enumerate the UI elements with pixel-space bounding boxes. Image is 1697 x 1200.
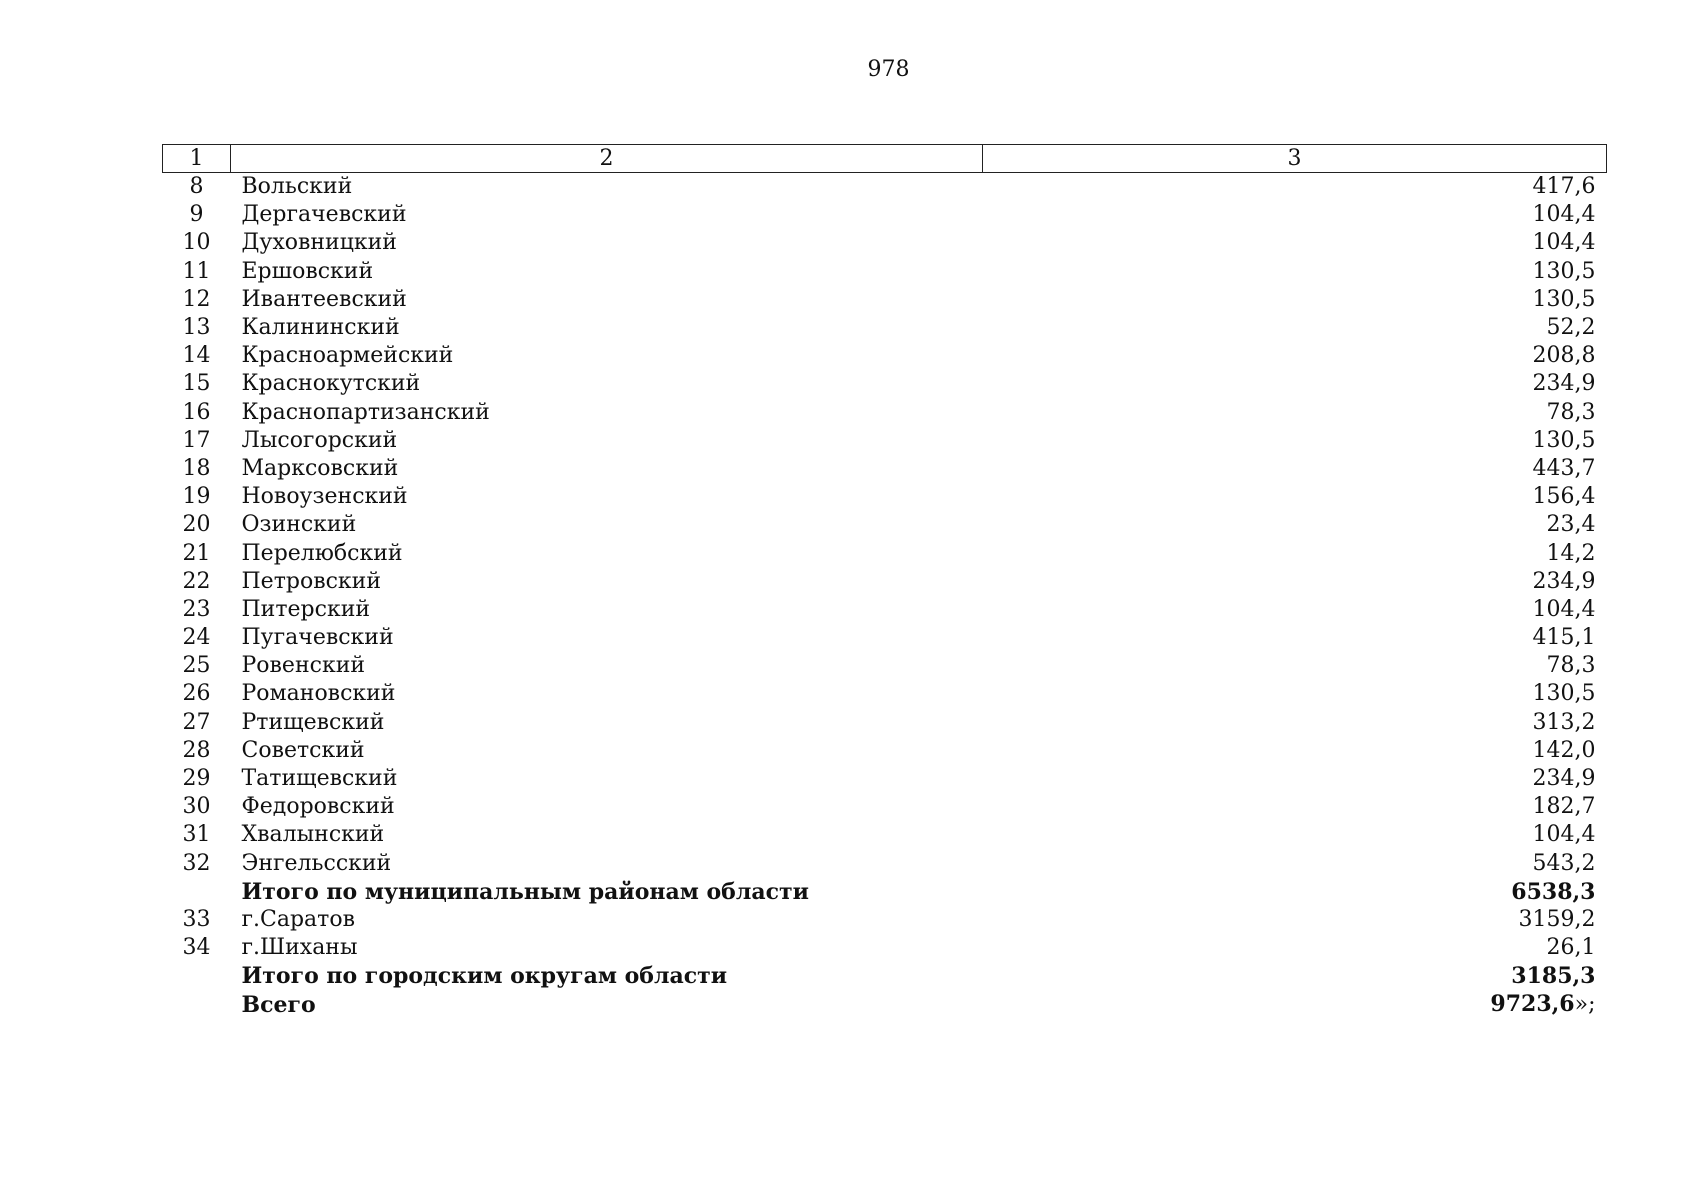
district-name: Итого по городским округам области xyxy=(241,963,728,990)
table-row xyxy=(163,624,1607,652)
row-number: 22 xyxy=(182,568,211,594)
district-name: Советский xyxy=(241,737,365,763)
amount-cell xyxy=(983,342,1607,370)
district-name: Романовский xyxy=(241,681,396,707)
table-row xyxy=(163,596,1607,624)
district-name: Ровенский xyxy=(241,653,366,679)
table-row xyxy=(163,286,1607,314)
amount-cell xyxy=(983,878,1607,906)
district-name: Лысогорский xyxy=(241,427,398,453)
table-row xyxy=(163,765,1607,793)
row-number: 26 xyxy=(182,681,211,707)
table-row xyxy=(163,709,1607,737)
row-number: 31 xyxy=(182,822,211,848)
row-number: 25 xyxy=(182,653,211,679)
row-number: 32 xyxy=(182,850,211,876)
amount-value: 313,2 xyxy=(1532,709,1596,735)
row-number: 34 xyxy=(182,935,211,961)
total-row xyxy=(163,990,1607,1019)
table-row xyxy=(163,342,1607,370)
amount-value: 234,9 xyxy=(1532,766,1596,792)
row-number: 20 xyxy=(182,512,211,538)
amount-cell xyxy=(983,258,1607,286)
table-row xyxy=(163,483,1607,511)
amount-cell xyxy=(983,624,1607,652)
district-name: Питерский xyxy=(241,596,371,622)
district-name: Пугачевский xyxy=(241,625,394,651)
district-name: Озинский xyxy=(241,512,357,538)
district-name: г.Шиханы xyxy=(241,935,358,961)
amount-value: 130,5 xyxy=(1532,258,1596,284)
row-number: 14 xyxy=(182,343,211,369)
district-name: Духовницкий xyxy=(241,230,397,256)
amount-cell xyxy=(983,483,1607,511)
amount-cell xyxy=(983,990,1607,1019)
table-row xyxy=(163,455,1607,483)
amount-cell xyxy=(983,934,1607,962)
amount-value: 78,3 xyxy=(1546,653,1596,679)
district-name: Всего xyxy=(241,991,316,1018)
district-name: Красноармейский xyxy=(241,343,454,369)
table-row xyxy=(163,680,1607,708)
district-name: Дергачевский xyxy=(241,202,407,228)
amount-cell xyxy=(983,906,1607,934)
district-name: Татищевский xyxy=(241,766,398,792)
table-row xyxy=(163,229,1607,257)
amount-value: 130,5 xyxy=(1532,681,1596,707)
amount-cell xyxy=(983,850,1607,878)
district-name: Петровский xyxy=(241,568,381,594)
amount-value: 182,7 xyxy=(1532,794,1596,820)
district-name: Итого по муниципальным районам области xyxy=(241,878,809,905)
row-number: 12 xyxy=(182,286,211,312)
amount-value: 543,2 xyxy=(1532,850,1596,876)
page-number: 978 xyxy=(867,57,910,82)
table-row xyxy=(163,173,1607,202)
district-name: Калининский xyxy=(241,315,400,341)
row-number: 17 xyxy=(182,427,211,453)
table-row xyxy=(163,906,1607,934)
amount-value: 415,1 xyxy=(1532,625,1596,651)
district-name: Хвалынский xyxy=(241,822,385,848)
amount-value: 9723,6 xyxy=(1490,991,1575,1018)
closing-quote-suffix: »; xyxy=(1574,992,1596,1018)
row-number: 21 xyxy=(182,540,211,566)
amount-cell xyxy=(983,201,1607,229)
table-header xyxy=(163,145,1607,173)
row-number: 11 xyxy=(182,258,211,284)
row-number: 18 xyxy=(182,455,211,481)
amount-value: 52,2 xyxy=(1546,315,1596,341)
row-number: 24 xyxy=(182,625,211,651)
amount-value: 23,4 xyxy=(1546,512,1596,538)
amount-cell xyxy=(983,173,1607,202)
row-number: 8 xyxy=(189,174,204,200)
row-number: 10 xyxy=(182,230,211,256)
total-row xyxy=(163,878,1607,906)
amount-cell xyxy=(983,539,1607,567)
row-number: 23 xyxy=(182,596,211,622)
header-col-1: 1 xyxy=(163,145,231,173)
amount-cell xyxy=(983,229,1607,257)
district-name: Ивантеевский xyxy=(241,286,407,312)
district-name: Федоровский xyxy=(241,794,395,820)
amount-value: 234,9 xyxy=(1532,568,1596,594)
amount-value: 130,5 xyxy=(1532,427,1596,453)
amount-value: 443,7 xyxy=(1532,455,1596,481)
amount-cell xyxy=(983,765,1607,793)
table-body xyxy=(163,173,1607,1020)
amount-cell xyxy=(983,286,1607,314)
amount-value: 104,4 xyxy=(1532,822,1596,848)
row-number xyxy=(163,962,231,990)
amount-value: 3159,2 xyxy=(1518,906,1596,932)
amount-cell xyxy=(983,370,1607,398)
row-number xyxy=(163,878,231,906)
district-name: Перелюбский xyxy=(241,540,403,566)
table-row xyxy=(163,427,1607,455)
amount-cell xyxy=(983,596,1607,624)
amount-cell xyxy=(983,821,1607,849)
data-table xyxy=(162,144,1607,1019)
row-number: 15 xyxy=(182,371,211,397)
data-table-container xyxy=(162,144,1606,1019)
amount-cell xyxy=(983,399,1607,427)
table-row xyxy=(163,258,1607,286)
district-name: Краснокутский xyxy=(241,371,421,397)
row-number: 30 xyxy=(182,794,211,820)
amount-value: 3185,3 xyxy=(1511,963,1596,990)
district-name: г.Саратов xyxy=(241,906,355,932)
amount-value: 104,4 xyxy=(1532,202,1596,228)
amount-cell xyxy=(983,427,1607,455)
amount-value: 26,1 xyxy=(1546,935,1596,961)
row-number: 19 xyxy=(182,484,211,510)
table-row xyxy=(163,568,1607,596)
amount-value: 6538,3 xyxy=(1511,878,1596,905)
table-row xyxy=(163,370,1607,398)
row-number: 9 xyxy=(189,202,204,228)
table-row xyxy=(163,934,1607,962)
amount-value: 417,6 xyxy=(1532,174,1596,200)
district-name: Ртищевский xyxy=(241,709,385,735)
total-row xyxy=(163,962,1607,990)
amount-cell xyxy=(983,709,1607,737)
district-name: Ершовский xyxy=(241,258,374,284)
district-name: Краснопартизанский xyxy=(241,399,490,425)
table-row xyxy=(163,314,1607,342)
table-row xyxy=(163,737,1607,765)
amount-value: 130,5 xyxy=(1532,286,1596,312)
amount-cell xyxy=(983,314,1607,342)
row-number xyxy=(163,990,231,1019)
amount-value: 104,4 xyxy=(1532,230,1596,256)
district-name: Марксовский xyxy=(241,455,399,481)
table-row xyxy=(163,850,1607,878)
row-number: 13 xyxy=(182,315,211,341)
table-row xyxy=(163,821,1607,849)
amount-value: 104,4 xyxy=(1532,596,1596,622)
table-row xyxy=(163,793,1607,821)
district-name: Энгельсский xyxy=(241,850,392,876)
table-row xyxy=(163,652,1607,680)
table-row xyxy=(163,539,1607,567)
amount-cell xyxy=(983,455,1607,483)
row-number: 33 xyxy=(182,906,211,932)
amount-cell xyxy=(983,737,1607,765)
row-number: 16 xyxy=(182,399,211,425)
header-row xyxy=(163,145,1607,173)
amount-cell xyxy=(983,652,1607,680)
district-name: Новоузенский xyxy=(241,484,408,510)
table-row xyxy=(163,511,1607,539)
row-number: 29 xyxy=(182,766,211,792)
amount-value: 208,8 xyxy=(1532,343,1596,369)
amount-cell xyxy=(983,962,1607,990)
amount-cell xyxy=(983,511,1607,539)
table-row xyxy=(163,399,1607,427)
header-col-2: 2 xyxy=(231,145,983,173)
amount-value: 14,2 xyxy=(1546,540,1596,566)
amount-cell xyxy=(983,793,1607,821)
amount-cell xyxy=(983,680,1607,708)
header-col-3: 3 xyxy=(983,145,1607,173)
amount-value: 142,0 xyxy=(1532,737,1596,763)
amount-value: 234,9 xyxy=(1532,371,1596,397)
row-number: 28 xyxy=(182,737,211,763)
table-row xyxy=(163,201,1607,229)
row-number: 27 xyxy=(182,709,211,735)
amount-value: 156,4 xyxy=(1532,484,1596,510)
amount-cell xyxy=(983,568,1607,596)
district-name: Вольский xyxy=(241,174,353,200)
amount-value: 78,3 xyxy=(1546,399,1596,425)
